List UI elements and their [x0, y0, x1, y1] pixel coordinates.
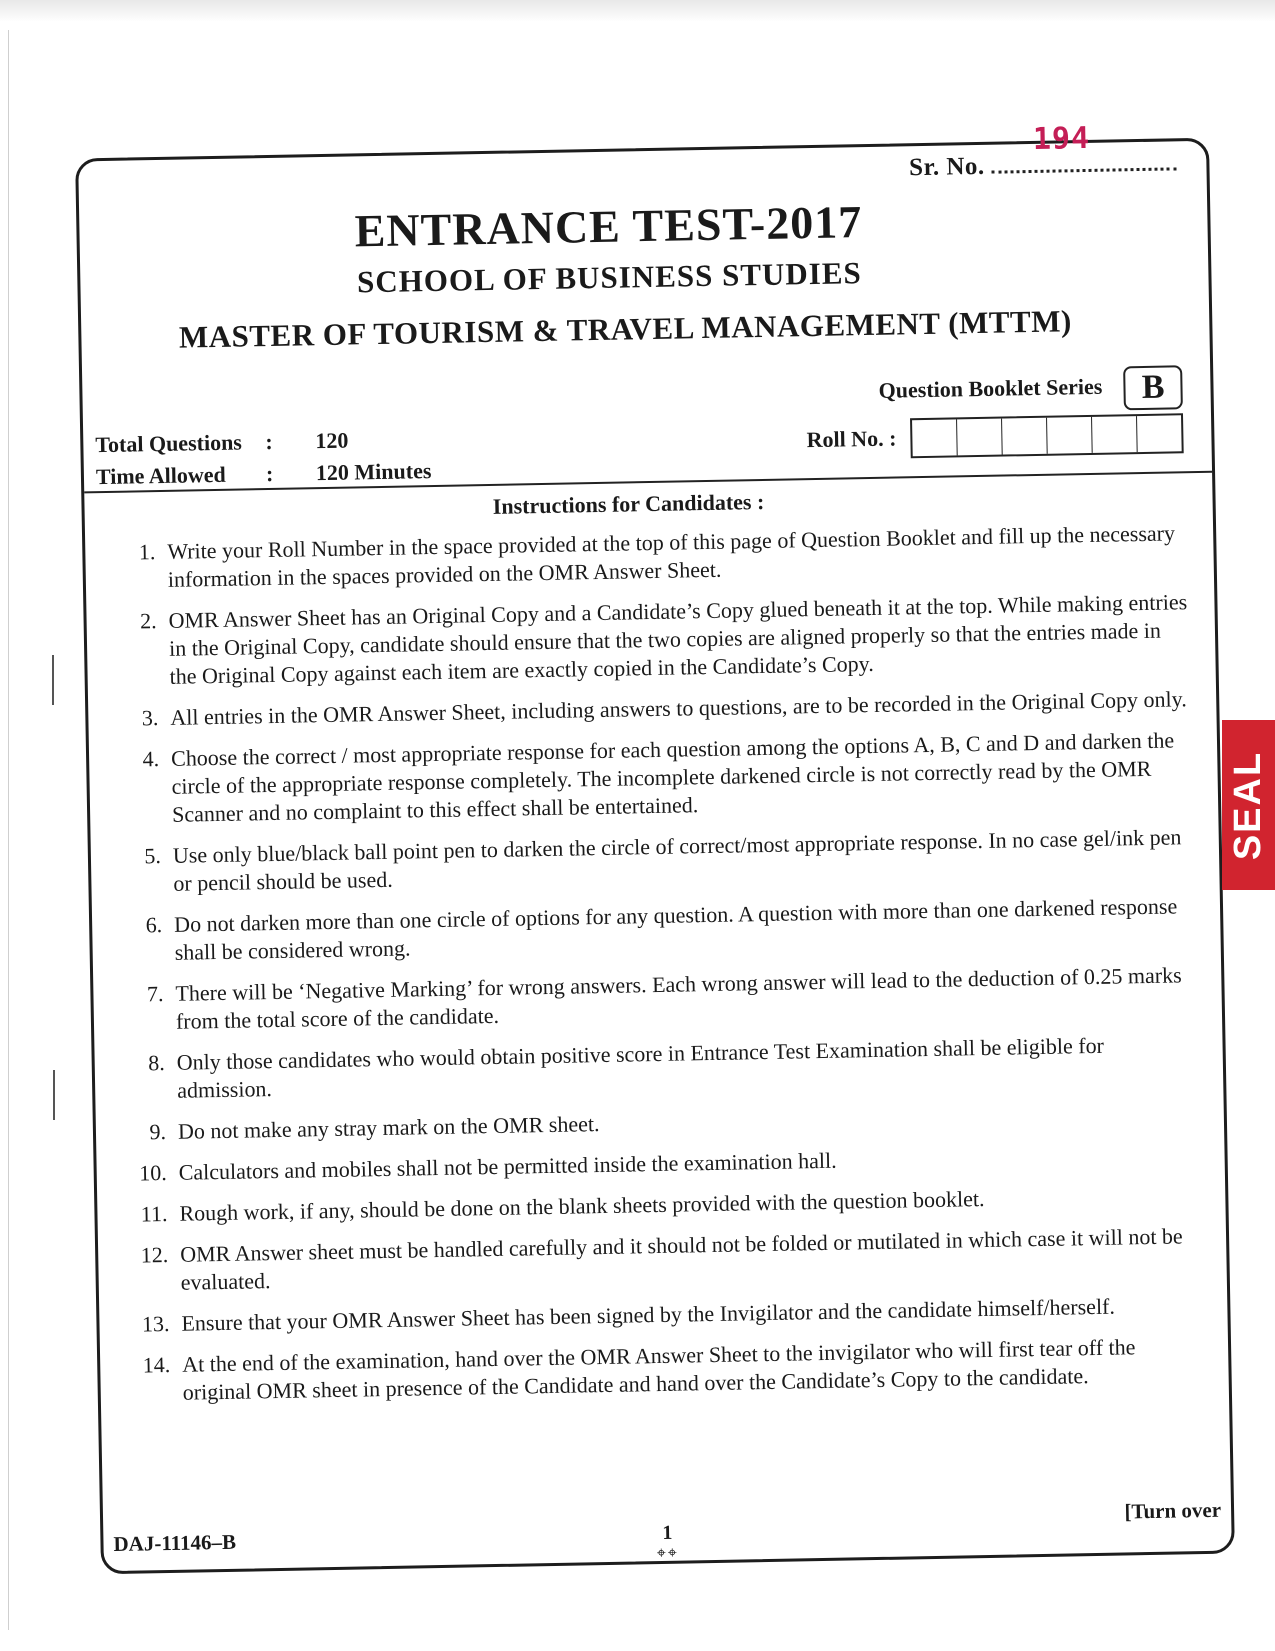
- document-code: DAJ-11146–B: [113, 1529, 237, 1557]
- serial-number-label: Sr. No.: [908, 152, 985, 182]
- roll-number-cell[interactable]: [1092, 416, 1138, 453]
- instruction-number: 10.: [138, 1160, 167, 1186]
- turn-over-note: [Turn over: [1124, 1497, 1222, 1524]
- instruction-item: [128, 1332, 1207, 1408]
- instruction-item: [126, 1222, 1205, 1298]
- separator: :: [265, 428, 273, 455]
- roll-number-cell[interactable]: [1137, 415, 1182, 452]
- binder-mark: [53, 1070, 55, 1120]
- exam-meta: [95, 423, 432, 493]
- scan-edge: [0, 0, 1275, 22]
- instruction-text: At the end of the examination, hand over the OMR Answer Sheet to the invigilator who will first tear off the original OMR sheet in presence of the Candidate and hand over the Candidate’s Copy to the candidate.: [182, 1334, 1136, 1405]
- instruction-text: Write your Roll Number in the space provided at the top of this page of Question Booklet and fill up the necessary information in the spaces provided on the OMR Answer Sheet.: [167, 520, 1176, 592]
- instruction-number: 12.: [140, 1241, 169, 1268]
- instruction-item: [127, 1291, 1205, 1339]
- instruction-text: Rough work, if any, should be done on the blank sheets provided with the question booklet.: [179, 1186, 985, 1226]
- document-title: ENTRANCE TEST-2017: [354, 196, 863, 257]
- instruction-text: Do not darken more than one circle of options for any question. A question with more than one darkened response shall be considered wrong.: [173, 893, 1178, 965]
- booklet-series-label: Question Booklet Series: [878, 373, 1103, 403]
- instruction-text: OMR Answer Sheet has an Original Copy and a Candidate’s Copy glued beneath it at the top. While making entries in the Original Copy, candidate should ensure that the two copies are aligned properly so that the entries made in the Original Copy against each item are exactly copied in the Candidate’s Copy.: [168, 589, 1188, 689]
- school-name: SCHOOL OF BUSINESS STUDIES: [356, 255, 862, 300]
- total-questions-label: Total Questions: [95, 429, 243, 458]
- instruction-number: 3.: [141, 705, 159, 731]
- instruction-number: 9.: [149, 1119, 167, 1145]
- instruction-text: Only those candidates who would obtain positive score in Entrance Test Examination shall be eligible for admission.: [176, 1032, 1105, 1103]
- seal-stamp: [1222, 720, 1275, 890]
- booklet-series: [878, 365, 1183, 415]
- instruction-item: [117, 726, 1196, 830]
- instruction-text: OMR Answer sheet must be handled carefully and it should not be folded or mutilated in which case it will not be evaluated.: [179, 1223, 1183, 1295]
- binder-mark: [52, 655, 54, 705]
- instruction-number: 5.: [144, 843, 162, 869]
- instruction-item: [116, 685, 1194, 733]
- scan-border: [8, 30, 9, 1630]
- roll-number-cell[interactable]: [1047, 417, 1093, 454]
- instruction-number: 7.: [146, 981, 164, 1007]
- roll-number-cell[interactable]: [957, 419, 1003, 456]
- instruction-number: 14.: [142, 1351, 171, 1378]
- instruction-text: Ensure that your OMR Answer Sheet has been signed by the Invigilator and the candidate himself/herself.: [181, 1293, 1116, 1336]
- instruction-item: [124, 1099, 1202, 1147]
- roll-number-cell[interactable]: [1002, 418, 1048, 455]
- serial-number-field: [991, 120, 1176, 173]
- roll-number-boxes[interactable]: [910, 413, 1184, 458]
- time-allowed-value: 120 Minutes: [315, 458, 432, 486]
- instruction-text: Choose the correct / most appropriate response for each question among the options A, B, C and D and darken the circle of the appropriate response completely. The incomplete darkened circle is not correctly read by the OMR Scanner and no complaint to this effect shall be entertained.: [170, 727, 1175, 827]
- time-allowed-label: Time Allowed: [95, 461, 226, 490]
- instruction-item: [119, 823, 1198, 899]
- serial-number-value: 194: [1032, 120, 1091, 157]
- roll-number-label: Roll No. :: [806, 425, 897, 453]
- instructions-heading: Instructions for Candidates :: [492, 488, 765, 519]
- instruction-item: [125, 1181, 1203, 1229]
- instruction-item: [114, 588, 1193, 692]
- instruction-item: [122, 1030, 1201, 1106]
- booklet-series-value: B: [1123, 365, 1182, 410]
- instruction-number: 2.: [139, 608, 157, 634]
- instruction-text: Do not make any stray mark on the OMR sheet.: [177, 1111, 600, 1144]
- question-booklet-cover: [75, 120, 1235, 1575]
- page-number: 1: [662, 1521, 673, 1544]
- seal-label: SEAL: [1227, 750, 1270, 860]
- instruction-number: 1.: [138, 539, 156, 565]
- registration-marks-icon: ⌖⌖: [656, 1544, 679, 1563]
- total-questions-value: 120: [315, 427, 349, 454]
- instruction-text: All entries in the OMR Answer Sheet, including answers to questions, are to be recorded in the Original Copy only.: [170, 686, 1187, 730]
- separator: :: [265, 460, 274, 487]
- serial-number: [908, 120, 1177, 182]
- instruction-text: There will be ‘Negative Marking’ for wrong answers. Each wrong answer will lead to the deduction of 0.25 marks from the total score of the candidate.: [175, 962, 1182, 1034]
- instruction-item: [120, 892, 1199, 968]
- instruction-text: Calculators and mobiles shall not be permitted inside the examination hall.: [178, 1147, 837, 1185]
- instruction-number: 11.: [140, 1200, 168, 1227]
- course-name: MASTER OF TOURISM & TRAVEL MANAGEMENT (MTTM): [178, 303, 1073, 355]
- roll-number-cell[interactable]: [912, 419, 958, 456]
- instruction-item: [121, 961, 1200, 1037]
- instruction-number: 13.: [141, 1310, 170, 1337]
- instructions-list: [113, 519, 1207, 1421]
- instruction-number: 4.: [142, 746, 160, 772]
- instruction-item: [124, 1140, 1202, 1188]
- instruction-text: Use only blue/black ball point pen to darken the circle of correct/most appropriate response. In no case gel/ink pen or pencil should be used.: [172, 824, 1182, 896]
- instruction-number: 6.: [145, 912, 163, 938]
- instruction-item: [113, 519, 1192, 595]
- roll-number: [806, 413, 1183, 460]
- instruction-number: 8.: [147, 1050, 165, 1076]
